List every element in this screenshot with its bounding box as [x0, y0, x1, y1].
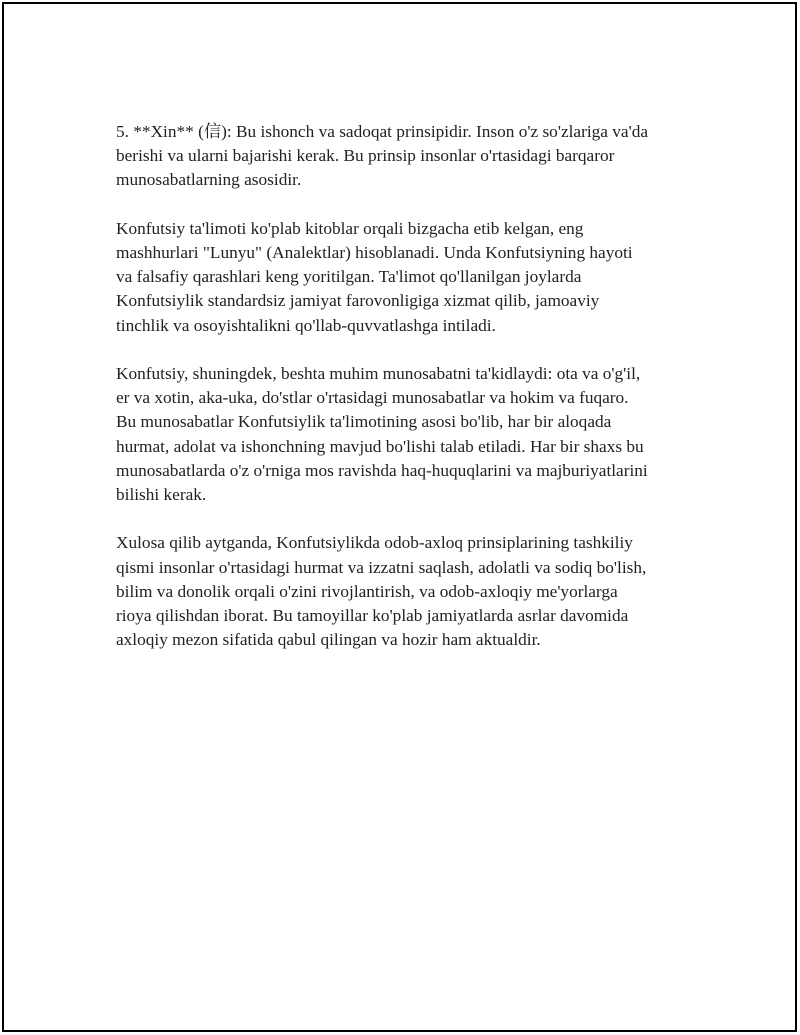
text-line: er va xotin, aka-uka, do'stlar o'rtasidagi munosabatlar va hokim va fuqaro. — [116, 388, 629, 408]
text-line: qismi insonlar o'rtasidagi hurmat va izzatni saqlash, adolatli va sodiq bo'lish, — [116, 557, 647, 577]
text-line: Bu munosabatlar Konfutsiylik ta'limotining asosi bo'lib, har bir aloqada — [116, 412, 612, 432]
text-line: munosabatlarda o'z o'rniga mos ravishda haq-huquqlarini va majburiyatlarini — [116, 460, 648, 480]
paragraph-xin-principle — [116, 120, 696, 193]
text-line: axloqiy mezon sifatida qabul qilingan va hozir ham aktualdir. — [116, 630, 541, 650]
text-line: Konfutsiy ta'limoti ko'plab kitoblar orqali bizgacha etib kelgan, eng — [116, 218, 584, 238]
text-line: Konfutsiy, shuningdek, beshta muhim munosabatni ta'kidlaydi: ota va o'g'il, — [116, 364, 641, 383]
text-line: bilishi kerak. — [116, 485, 207, 505]
text-line: bilim va donolik orqali o'zini rivojlantirish, va odob-axloqiy me'yorlarga — [116, 581, 618, 601]
text-line: munosabatlarning asosidir. — [116, 170, 302, 190]
paragraph-teachings-books — [116, 217, 696, 338]
text-line: mashhurlari "Lunyu" (Analektlar) hisoblanadi. Unda Konfutsiyning hayoti — [116, 243, 633, 262]
paragraph-five-relationships — [116, 362, 696, 507]
text-line: hurmat, adolat va ishonchning mavjud bo'lishi talab etiladi. Har bir shaxs bu — [116, 436, 644, 456]
text-line: Konfutsiylik standardsiz jamiyat farovonligiga xizmat qilib, jamoaviy — [116, 291, 600, 311]
document-body — [116, 120, 696, 677]
text-line: 5. **Xin** (信): Bu ishonch va sadoqat prinsipidir. Inson o'z so'zlariga va'da — [116, 122, 649, 141]
text-line: berishi va ularni bajarishi kerak. Bu prinsip insonlar o'rtasidagi barqaror — [116, 146, 615, 166]
text-line: rioya qilishdan iborat. Bu tamoyillar ko'plab jamiyatlarda asrlar davomida — [116, 606, 629, 626]
text-line: tinchlik va osoyishtalikni qo'llab-quvvatlashga intiladi. — [116, 315, 496, 335]
text-line: va falsafiy qarashlari keng yoritilgan. Ta'limot qo'llanilgan joylarda — [116, 267, 582, 287]
paragraph-conclusion — [116, 531, 696, 652]
text-line: Xulosa qilib aytganda, Konfutsiylikda odob-axloq prinsiplarining tashkiliy — [116, 533, 633, 553]
